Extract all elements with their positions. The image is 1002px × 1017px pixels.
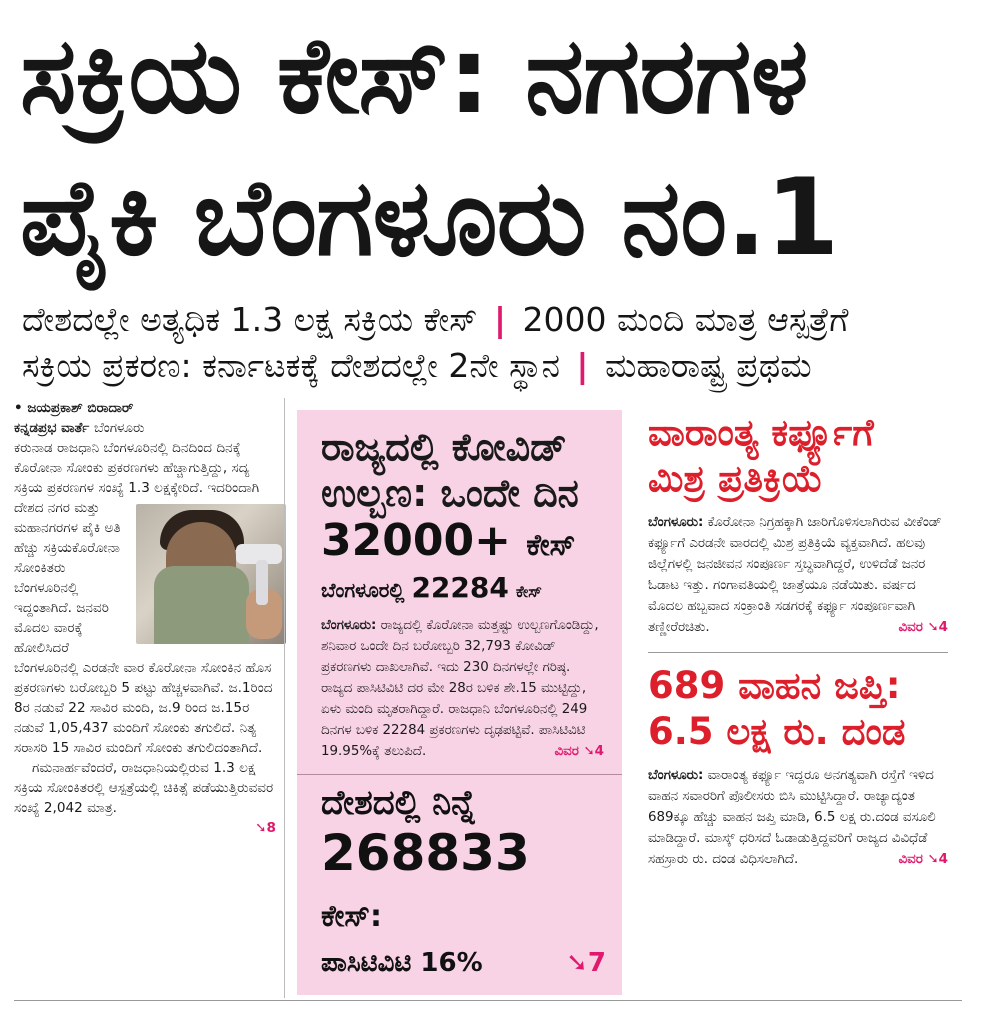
left-para-1: ಕರುನಾಡ ರಾಜಧಾನಿ ಬೆಂಗಳೂರಿನಲ್ಲಿ ದಿನದಿಂದ ದಿನಕ್ಕೆ ಕೊರೋನಾ ಸೋಂಕು ಪ್ರಕರಣಗಳು ಹೆಚ್ಚಾಗುತ್ತಿದ್ದು, ಸದ್ಯ ಸಕ್ರಿಯ ಪ್ರಕರಣಗಳ ಸಂಖ್ಯೆ 1.3 ಲಕ್ಷಕ್ಕೇರಿದೆ. ಇದರಿಂದಾಗಿ ದೇಶದ ನಗರ ಮತ್ತು ಮಹಾನಗರಗಳ ಪೈಕಿ ಅತಿ ಹೆಚ್ಚು ಸಕ್ರಿಯಕೊರೋನಾ ಸೋಂಕಿತರು ಬೆಂಗಳೂರಿನಲ್ಲಿ ಇದ್ದಂತಾಗಿದೆ. ಜನವರಿ ಮೊದಲ ವಾರಕ್ಕೆ ಹೋಲಿಸಿದರೆ ಬೆಂಗಳೂರಿನಲ್ಲಿ ಎರಡನೇ ವಾರ ಕೊರೋನಾ ಸೋಂಕಿನ ಹೊಸ ಪ್ರಕರಣಗಳು ಬರೋಬ್ಬರಿ 5 ಪಟ್ಟು ಹೆಚ್ಚಳವಾಗಿವೆ. ಜ.1ರಿಂದ 8ರ ನಡುವೆ 22 ಸಾವಿರ ಮಂದಿ, ಜ.9 ರಿಂದ ಜ.15ರ ನಡುವೆ 1,05,437 ಮಂದಿಗೆ ಸೋಂಕು ತಗುಲಿದೆ. ನಿತ್ಯ ಸರಾಸರಿ 15 ಸಾವಿರ ಮಂದಿಗೆ ಸೋಂಕು ತಗುಲಿದಂತಾಗಿದೆ. (14, 440, 273, 756)
bottom-rule (14, 1000, 962, 1001)
mid-national-cases (297, 825, 622, 945)
mid-blr-unit: ಕೇಸ್‌ (515, 582, 542, 601)
byline: • ಜಯಪ್ರಕಾಶ್‌ ಬಿರಾದಾರ್‌ (14, 400, 134, 416)
story1-dateline: ಬೆಂಗಳೂರು: (648, 515, 704, 530)
mid-national-unit: ಕೇಸ್‌: (321, 899, 382, 934)
mid-national-jump[interactable]: ➘7 (566, 948, 606, 978)
mid-big-cases (297, 516, 622, 571)
divider (284, 398, 285, 998)
mid-body-text: ರಾಜ್ಯದಲ್ಲಿ ಕೊರೋನಾ ಮತ್ತಷ್ಟು ಉಲ್ಬಣಗೊಂಡಿದ್ದು, ಶನಿವಾರ ಒಂದೇ ದಿನ ಬರೋಬ್ಬರಿ 32,793 ಕೋವಿಡ್‌ ಪ್ರಕರಣಗಳು ದಾಖಲಾಗಿವೆ. ಇದು 230 ದಿನಗಳಲ್ಲೇ ಗರಿಷ್ಠ. ರಾಜ್ಯದ ಪಾಸಿಟಿವಿಟಿ ದರ ಮೇ 28ರ ಬಳಿಕ ಶೇ.15 ಮುಟ್ಟಿದ್ದು, ಏಳು ಮಂದಿ ಮೃತರಾಗಿದ್ದಾರೆ. ರಾಜಧಾನಿ ಬೆಂಗಳೂರಿನಲ್ಲಿ 249 ದಿನಗಳ ಬಳಿಕ 22284 ಪ್ರಕರಣಗಳು ದೃಢಪಟ್ಟಿವೆ. ಪಾಸಿಟಿವಿಟಿ 19.95%ಕ್ಕೆ ತಲುಪಿದೆ. (321, 618, 599, 759)
masked-woman-thermal-scan-photo (136, 504, 286, 644)
story2-body-text: ವಾರಾಂತ್ಯ ಕರ್ಫ್ಯೂ ಇದ್ದರೂ ಅನಗತ್ಯವಾಗಿ ರಸ್ತೆಗೆ ಇಳಿದ ವಾಹನ ಸವಾರರಿಗೆ ಪೊಲೀಸರು ಬಿಸಿ ಮುಟ್ಟಿಸಿದ್ದಾರೆ. ರಾಜ್ಯಾದ್ಯಂತ 689ಕ್ಕೂ ಹೆಚ್ಚು ವಾಹನ ಜಪ್ತಿ ಮಾಡಿ, 6.5 ಲಕ್ಷ ರು.ದಂಡ ವಸೂಲಿ ಮಾಡಿದ್ದಾರೆ. ಮಾಸ್ಕ್‌ ಧರಿಸದೆ ಓಡಾಡುತ್ತಿದ್ದವರಿಗೆ ರಾಜ್ಯದ ವಿವಿಧೆಡೆ ಸಹಸ್ರಾರು ರು. ದಂಡ ವಿಧಿಸಲಾಗಿದೆ. (648, 768, 936, 867)
subhead-separator: | (493, 300, 506, 339)
left-jump[interactable]: ➘8 (255, 820, 276, 836)
story1-head-2: ಮಿಶ್ರ ಪ್ರತಿಕ್ರಿಯೆ (648, 457, 824, 500)
story2-head-2: 6.5 ಲಕ್ಷ ರು. ದಂಡ (648, 710, 906, 753)
source: ಕನ್ನಡಪ್ರಭ ವಾರ್ತೆ (14, 420, 90, 436)
source-line (14, 418, 276, 438)
headline-line-2: ಪೈಕಿ ಬೆಂಗಳೂರು ನಂ.1 (20, 156, 839, 279)
mid-head-2: ಉಲ್ಬಣ: ಒಂದೇ ದಿನ (321, 471, 579, 515)
mid-blr-num: 22284 (411, 571, 509, 604)
left-story (14, 398, 276, 988)
story2-body (648, 765, 948, 870)
subhead-line-2 (22, 344, 982, 388)
mid-body (297, 607, 622, 762)
subhead-2a: ಸಕ್ರಿಯ ಪ್ರಕರಣ: ಕರ್ನಾಟಕಕ್ಕೆ ದೇಶದಲ್ಲೇ 2ನೇ ಸ್ಥಾನ (22, 346, 560, 385)
story2-dateline: ಬೆಂಗಳೂರು: (648, 768, 704, 783)
right-divider (648, 652, 948, 653)
mid-positivity (297, 945, 622, 981)
place: ಬೆಂಗಳೂರು (94, 420, 145, 436)
mid-head-1: ರಾಜ್ಯದಲ್ಲಿ ಕೋವಿಡ್‌ (321, 425, 567, 469)
story1-more-link[interactable]: ವಿವರ ➘4 (898, 620, 948, 635)
story1-body (648, 512, 948, 638)
subhead-1a: ದೇಶದಲ್ಲೇ ಅತ್ಯಧಿಕ 1.3 ಲಕ್ಷ ಸಕ್ರಿಯ ಕೇಸ್‌ (22, 300, 478, 339)
subhead-line-1 (22, 298, 982, 342)
mid-national-num: 268833 (321, 824, 530, 882)
mid-positivity-text: ಪಾಸಿಟಿವಿಟಿ 16% (321, 948, 483, 978)
mid-big-unit: ಕೇಸ್‌ (526, 528, 576, 563)
mid-blr-prefix: ಬೆಂಗಳೂರಲ್ಲಿ (321, 578, 405, 602)
mid-national-label: ದೇಶದಲ್ಲಿ ನಿನ್ನೆ (321, 783, 477, 823)
subhead-separator: | (576, 346, 589, 385)
story2-more-link[interactable]: ವಿವರ ➘4 (898, 852, 948, 867)
subhead-2b: ಮಹಾರಾಷ್ಟ್ರ ಪ್ರಥಮ (604, 346, 812, 385)
middle-panel (297, 410, 622, 995)
story2-head-1: 689 ವಾಹನ ಜಪ್ತಿ: (648, 664, 901, 707)
left-para-2: ಗಮನಾರ್ಹವೆಂದರೆ, ರಾಜಧಾನಿಯಲ್ಲಿರುವ 1.3 ಲಕ್ಷ ಸಕ್ರಿಯ ಸೋಂಕಿತರಲ್ಲಿ ಆಸ್ಪತ್ರೆಯಲ್ಲಿ ಚಿಕಿತ್ಸೆ ಪಡೆಯುತ್ತಿರುವವರ ಸಂಖ್ಯೆ 2,042 ಮಾತ್ರ. (14, 760, 274, 816)
mid-dateline: ಬೆಂಗಳೂರು: (321, 618, 377, 633)
story1-body-text: ಕೊರೋನಾ ನಿಗ್ರಹಕ್ಕಾಗಿ ಜಾರಿಗೊಳಿಸಲಾಗಿರುವ ವೀಕೆಂಡ್‌ ಕರ್ಫ್ಯೂಗೆ ಎರಡನೇ ವಾರದಲ್ಲಿ ಮಿಶ್ರ ಪ್ರತಿಕ್ರಿಯೆ ವ್ಯಕ್ತವಾಗಿದೆ. ಹಲವು ಜಿಲ್ಲೆಗಳಲ್ಲಿ ಜನಜೀವನ ಸಂಪೂರ್ಣ ಸ್ತಬ್ಧವಾಗಿದ್ದರೆ, ಉಳಿದೆಡೆ ಜನರ ಓಡಾಟ ಇತ್ತು. ಗಂಗಾವತಿಯಲ್ಲಿ ಜಾತ್ರೆಯೂ ನಡೆಯಿತು. ವರ್ಷದ ಮೊದಲ ಹಬ್ಬವಾದ ಸಂಕ್ರಾಂತಿ ಸಡಗರಕ್ಕೆ ಕರ್ಫ್ಯೂ ಸಂಪೂರ್ಣವಾಗಿ ತಣ್ಣೀರೆರಚಿತು. (648, 515, 942, 635)
mid-more-link[interactable]: ವಿವರ ➘4 (554, 744, 604, 759)
right-column (648, 410, 948, 1000)
headline-line-1: ಸಕ್ರಿಯ ಕೇಸ್‌: ನಗರಗಳ (20, 14, 808, 137)
story1-head-1: ವಾರಾಂತ್ಯ ಕರ್ಫ್ಯೂಗೆ (648, 411, 874, 454)
mid-blr-cases (297, 571, 622, 607)
subhead-1b: 2000 ಮಂದಿ ಮಾತ್ರ ಆಸ್ಪತ್ರೆಗೆ (522, 300, 849, 339)
mid-big-num: 32000+ (321, 515, 511, 566)
